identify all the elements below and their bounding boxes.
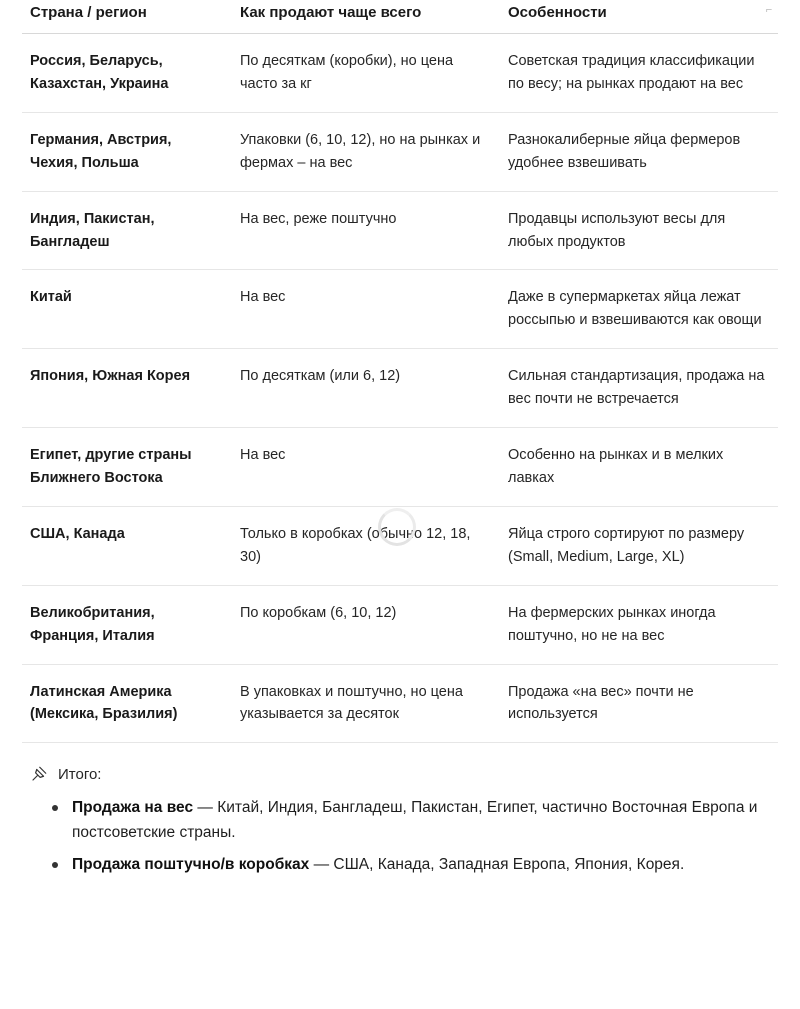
cell-how-sold: По десяткам (коробки), но цена часто за кг [232,34,500,113]
corner-mark-icon: ⌐ [765,4,773,16]
column-header-how-sold: Как продают чаще всего [232,0,500,34]
list-item [72,795,778,845]
egg-sales-by-region-table [22,0,778,743]
table-row [22,191,778,270]
summary-list [30,795,778,876]
column-header-region: Страна / регион [22,0,232,34]
table-row [22,34,778,113]
table-body [22,34,778,743]
cell-notes: Особенно на рынках и в мелких лавках [500,428,778,507]
table-header [22,0,778,34]
cell-region: Индия, Пакистан, Бангладеш [22,191,232,270]
cell-notes: На фермерских рынках иногда поштучно, но не на вес [500,585,778,664]
cell-notes: Советская традиция классификации по весу; на рынках продают на вес [500,34,778,113]
summary-item-label: Продажа поштучно/в коробках [72,855,310,873]
cell-notes: Продавцы используют весы для любых продуктов [500,191,778,270]
cell-how-sold: На вес [232,428,500,507]
cell-region: Германия, Австрия, Чехия, Польша [22,112,232,191]
summary-title: Итого: [58,765,102,783]
cell-how-sold: По коробкам (6, 10, 12) [232,585,500,664]
loading-spinner-icon [378,508,416,546]
cell-how-sold: Только в коробках (обычно 12, 18, 30) [232,506,500,585]
cell-notes: Сильная стандартизация, продажа на вес почти не встречается [500,349,778,428]
cell-how-sold: Упаковки (6, 10, 12), но на рынках и фермах – на вес [232,112,500,191]
column-header-notes: Особенности [500,0,778,34]
table-row [22,270,778,349]
table-row [22,664,778,743]
table-row [22,585,778,664]
cell-how-sold: На вес, реже поштучно [232,191,500,270]
summary-heading [30,765,778,783]
cell-region: Китай [22,270,232,349]
summary-item-text: — США, Канада, Западная Европа, Япония, Корея. [309,855,685,873]
cell-region: Россия, Беларусь, Казахстан, Украина [22,34,232,113]
summary-item-label: Продажа на вес [72,799,194,817]
cell-region: США, Канада [22,506,232,585]
cell-region: Япония, Южная Корея [22,349,232,428]
table-row [22,112,778,191]
cell-region: Египет, другие страны Ближнего Востока [22,428,232,507]
table-header-row [22,0,778,34]
cell-region: Латинская Америка (Мексика, Бразилия) [22,664,232,743]
cell-notes: Яйца строго сортируют по размеру (Small, Medium, Large, XL) [500,506,778,585]
summary-item-text: — Китай, Индия, Бангладеш, Пакистан, Египет, частично Восточная Европа и постсоветские страны. [72,799,758,842]
cell-region: Великобритания, Франция, Италия [22,585,232,664]
cell-notes: Даже в супермаркетах яйца лежат россыпью и взвешиваются как овощи [500,270,778,349]
summary-section [22,765,778,876]
cell-notes: Продажа «на вес» почти не используется [500,664,778,743]
cell-notes: Разнокалиберные яйца фермеров удобнее взвешивать [500,112,778,191]
table-row [22,349,778,428]
cell-how-sold: В упаковках и поштучно, но цена указывается за десяток [232,664,500,743]
cell-how-sold: На вес [232,270,500,349]
cell-how-sold: По десяткам (или 6, 12) [232,349,500,428]
list-item [72,852,778,877]
table-row [22,428,778,507]
pushpin-icon [30,765,48,783]
